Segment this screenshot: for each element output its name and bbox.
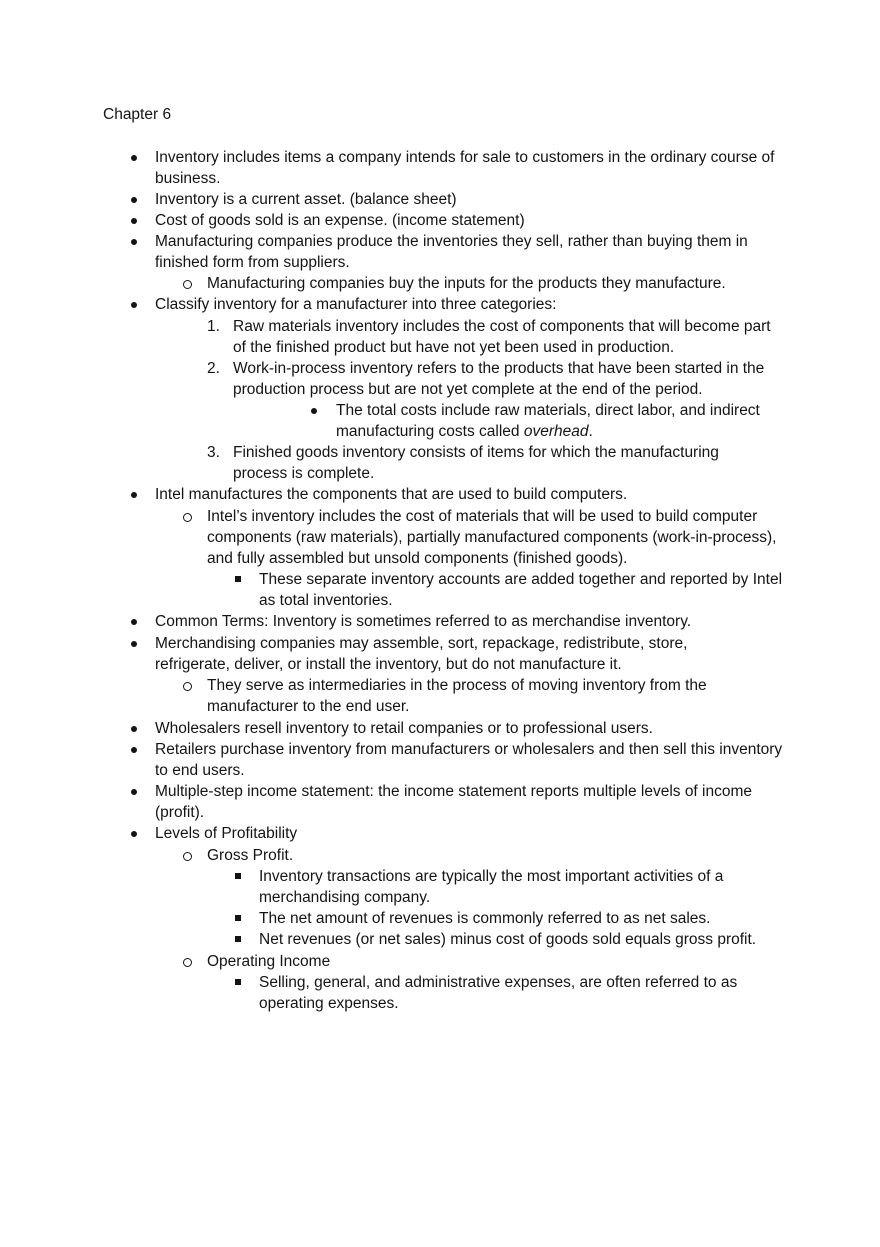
- list-item: Levels of Profitability: [155, 825, 298, 842]
- list-item: Finished goods inventory consists of items for which the manufacturing process is complete.: [233, 444, 719, 483]
- list-item: Common Terms: Inventory is sometimes referred to as merchandise inventory.: [155, 613, 692, 630]
- bullet-icon: [131, 239, 137, 245]
- bullet-icon: [131, 641, 137, 647]
- circle-bullet-icon: [183, 958, 192, 967]
- bullet-icon: [131, 831, 137, 837]
- page-title: Chapter 6: [103, 106, 172, 123]
- list-item: Intel manufactures the components that are used to build computers.: [155, 486, 628, 503]
- list-item: Inventory is a current asset. (balance sheet): [155, 191, 457, 208]
- list-item: Operating Income: [207, 953, 331, 970]
- bullet-icon: [131, 726, 137, 732]
- bullet-icon: [131, 155, 137, 161]
- square-bullet-icon: [235, 576, 241, 582]
- list-item-text: The total costs include raw materials, direct labor, and indirect manufacturing costs called: [336, 402, 760, 441]
- square-bullet-icon: [235, 979, 241, 985]
- list-item: Intel’s inventory includes the cost of materials that will be used to build computer components (raw materials), partially manufactured components (work-in-process), and fully assembled but unsold components (finished goods).: [207, 508, 777, 568]
- square-bullet-icon: [235, 915, 241, 921]
- list-item: Inventory includes items a company intends for sale to customers in the ordinary course of business.: [155, 149, 775, 188]
- bullet-icon: [131, 789, 137, 795]
- bullet-icon: [311, 408, 317, 414]
- bullet-icon: [131, 492, 137, 498]
- list-item: Raw materials inventory includes the cost of components that will become part of the finished product but have not yet been used in production.: [233, 318, 771, 357]
- circle-bullet-icon: [183, 852, 192, 861]
- list-item: Net revenues (or net sales) minus cost of goods sold equals gross profit.: [259, 931, 757, 948]
- circle-bullet-icon: [183, 682, 192, 691]
- list-item: Gross Profit.: [207, 847, 294, 864]
- bullet-icon: [131, 747, 137, 753]
- list-number: 3.: [207, 444, 220, 461]
- circle-bullet-icon: [183, 513, 192, 522]
- list-item: Work-in-process inventory refers to the products that have been started in the production process but are not yet complete at the end of the period.: [233, 360, 765, 399]
- list-item: Selling, general, and administrative expenses, are often referred to as operating expenses.: [259, 974, 738, 1013]
- list-number: 2.: [207, 360, 220, 377]
- list-item: Wholesalers resell inventory to retail companies or to professional users.: [155, 720, 653, 737]
- list-item: Cost of goods sold is an expense. (income statement): [155, 212, 525, 229]
- list-item: They serve as intermediaries in the process of moving inventory from the manufacturer to the end user.: [207, 677, 707, 716]
- bullet-icon: [131, 218, 137, 224]
- list-item: Manufacturing companies buy the inputs for the products they manufacture.: [207, 275, 726, 292]
- bullet-icon: [131, 619, 137, 625]
- bullet-icon: [131, 197, 137, 203]
- list-item: Classify inventory for a manufacturer into three categories:: [155, 296, 557, 313]
- list-item: Multiple-step income statement: the income statement reports multiple levels of income (profit).: [155, 783, 753, 822]
- list-item-text-end: .: [588, 423, 593, 441]
- list-item: Inventory transactions are typically the most important activities of a merchandising company.: [259, 868, 724, 907]
- square-bullet-icon: [235, 873, 241, 879]
- list-item: Merchandising companies may assemble, sort, repackage, redistribute, store, refrigerate, deliver, or install the inventory, but do not manufacture it.: [155, 635, 688, 674]
- square-bullet-icon: [235, 936, 241, 942]
- list-item: [336, 400, 786, 442]
- list-item: Manufacturing companies produce the inventories they sell, rather than buying them in finished form from suppliers.: [155, 233, 748, 272]
- list-item: Retailers purchase inventory from manufacturers or wholesalers and then sell this inventory to end users.: [155, 741, 783, 780]
- bullet-icon: [131, 302, 137, 308]
- list-item: The net amount of revenues is commonly referred to as net sales.: [259, 910, 711, 927]
- emphasis-term: overhead: [523, 423, 589, 441]
- list-number: 1.: [207, 318, 220, 335]
- circle-bullet-icon: [183, 280, 192, 289]
- list-item: These separate inventory accounts are added together and reported by Intel as total inventories.: [259, 571, 783, 610]
